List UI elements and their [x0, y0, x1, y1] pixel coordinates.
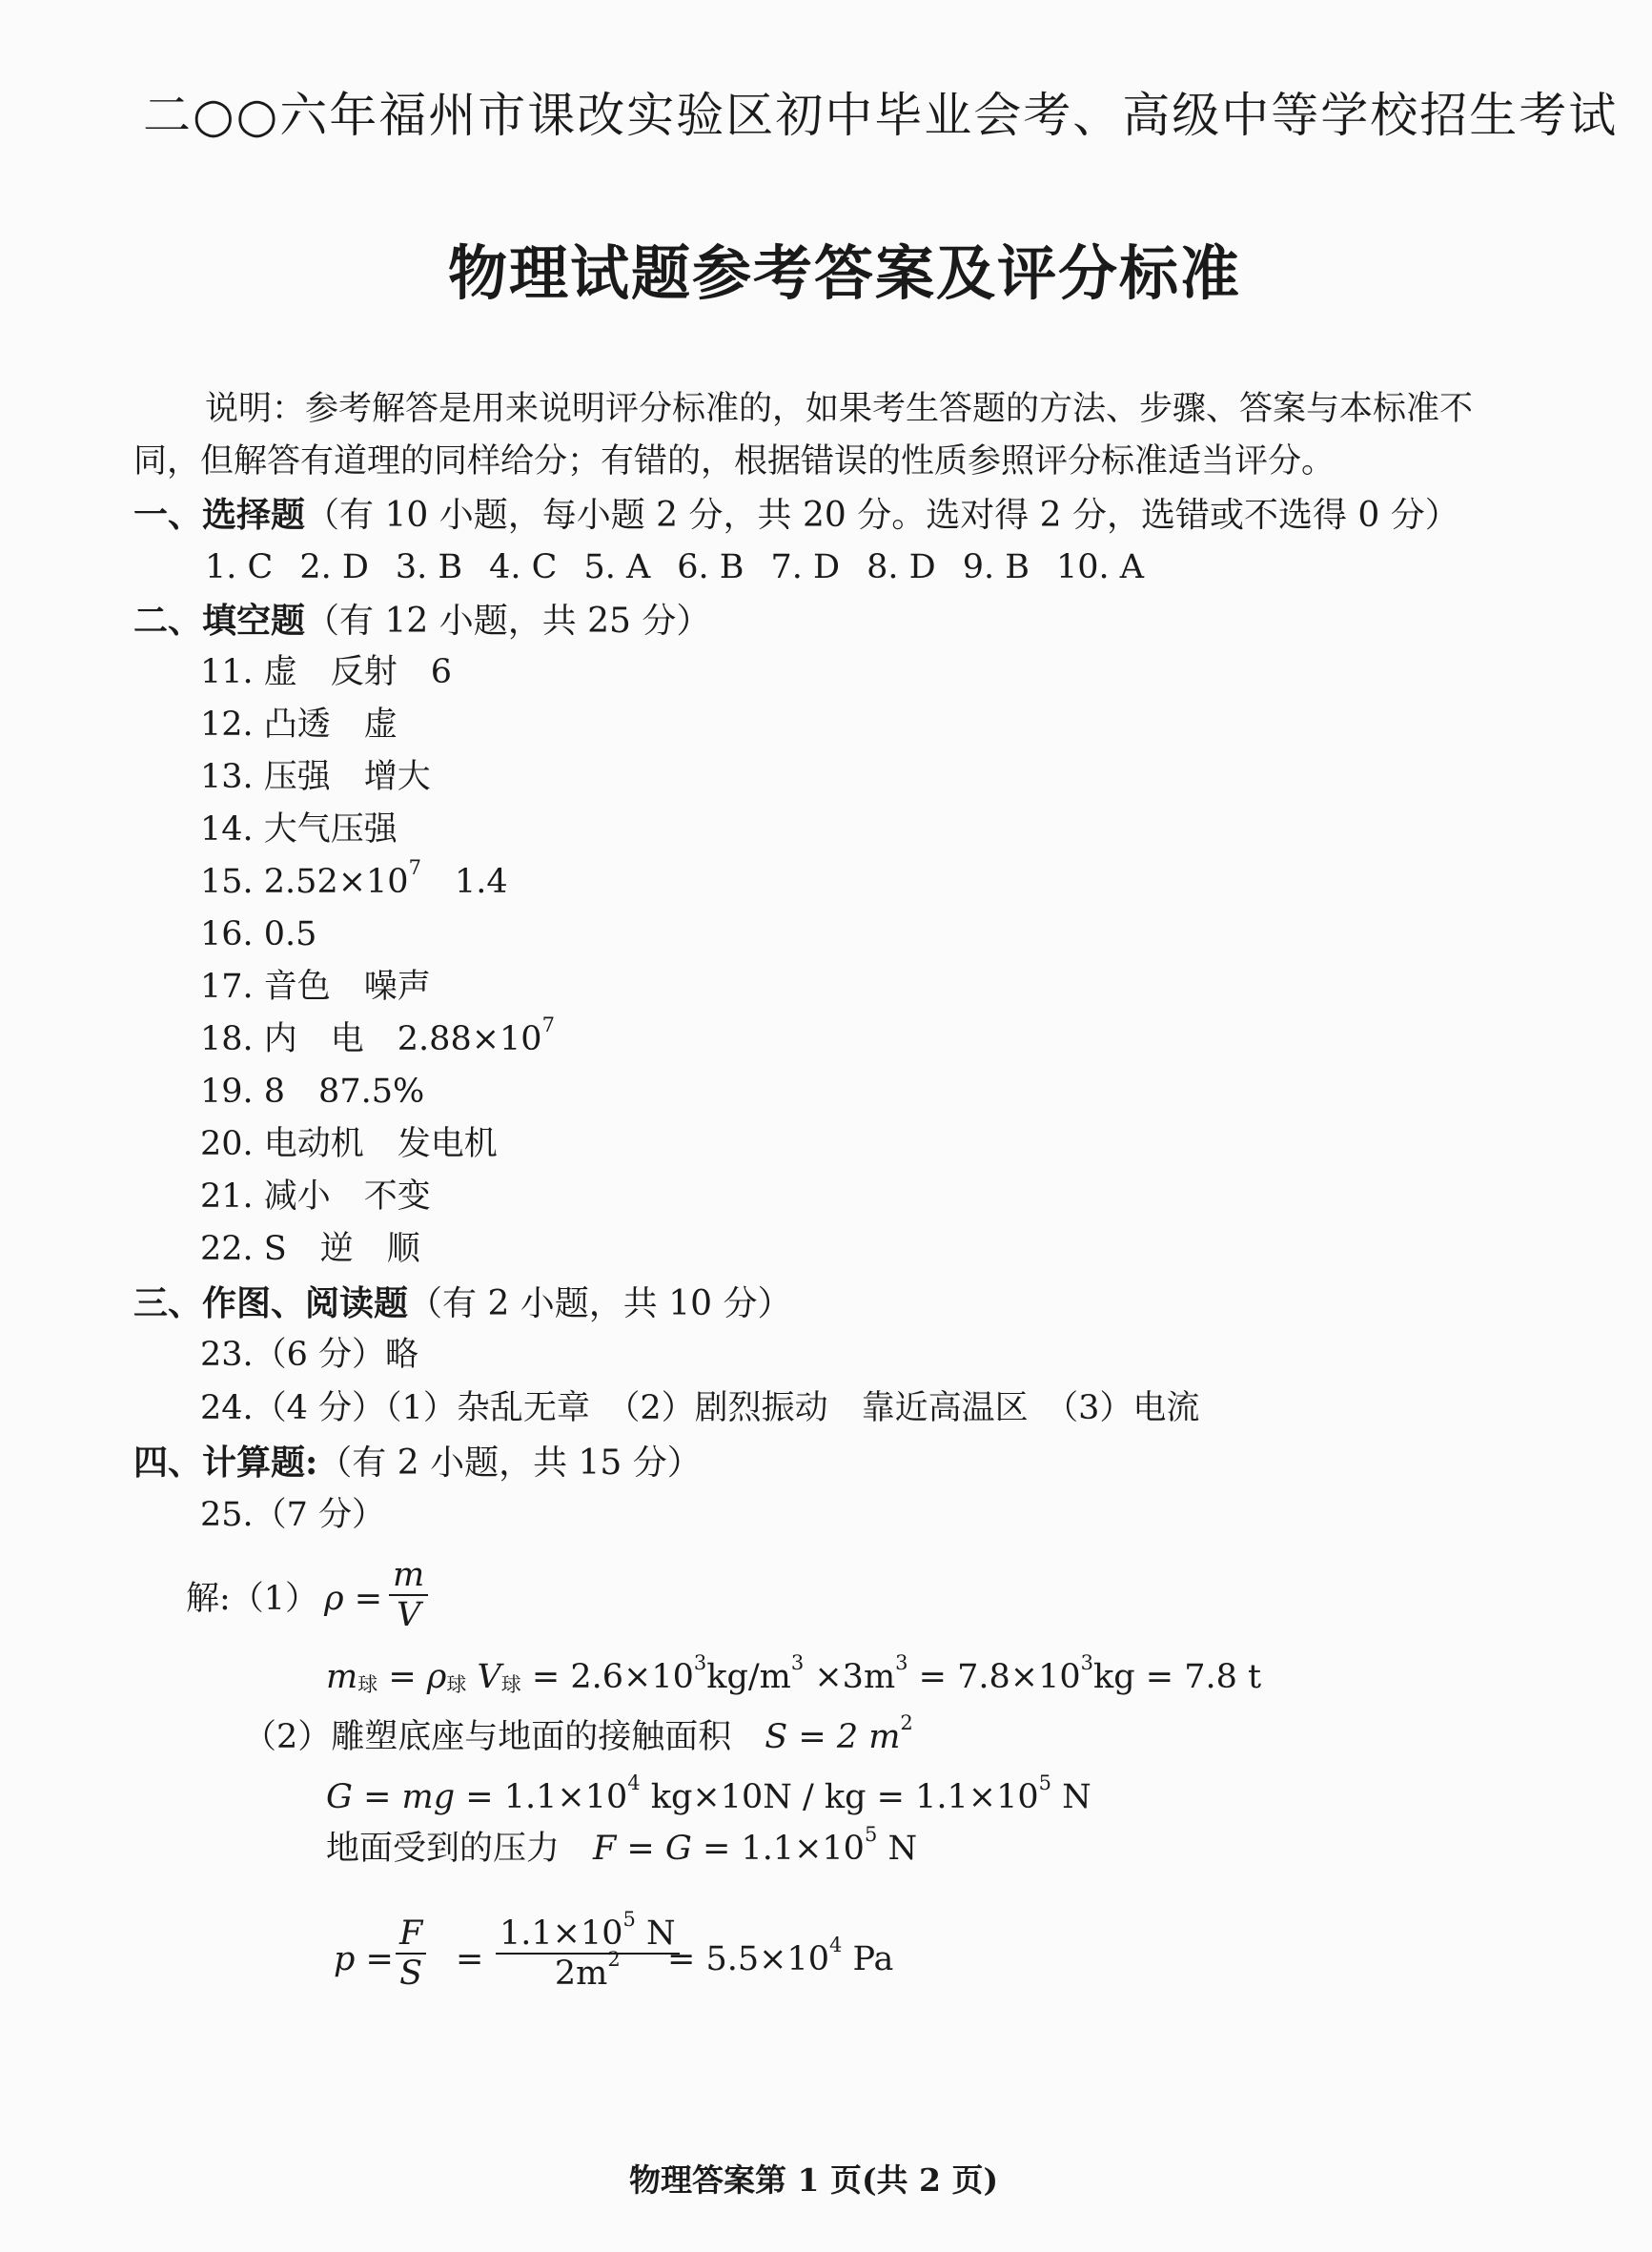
mc-answer-5: 5. A	[583, 548, 651, 586]
exam-title: 二○○六年福州市课改实验区初中毕业会考、高级中等学校招生考试	[143, 88, 1619, 143]
answer-16: 16. 0.5	[200, 915, 317, 953]
volume-symbol: V	[466, 1658, 501, 1696]
mc-answer-6: 6. B	[677, 548, 744, 586]
mc-answer-8: 8. D	[867, 548, 936, 586]
solution-label: 解:（1）	[186, 1580, 319, 1618]
exponent: 4	[828, 1934, 843, 1957]
mc-answer-10: 10. A	[1055, 548, 1145, 586]
section-2-title: 二、填空题	[133, 601, 306, 641]
density-fraction	[389, 1556, 428, 1634]
numerator-unit: N	[635, 1914, 676, 1953]
force-equation: F = G	[593, 1830, 692, 1868]
gravity-mass: = 1.1×10	[455, 1778, 628, 1816]
fraction-numerator: m	[393, 1556, 425, 1594]
answer-18-exponent: 7	[541, 1013, 555, 1037]
section-1-title: 一、选择题	[133, 495, 306, 535]
mc-answer-7: 7. D	[770, 548, 841, 586]
exponent: 5	[622, 1908, 636, 1932]
gravity-unit: N	[1050, 1778, 1091, 1816]
gravity-formula: G = mg	[326, 1778, 456, 1816]
section-1-note: （有 10 小题，每小题 2 分，共 20 分。选对得 2 分，选错或不选得 0 分）	[305, 496, 1459, 535]
answer-11: 11. 虚 反射 6	[200, 653, 453, 691]
exponent: 4	[627, 1771, 641, 1795]
fraction-numerator: F	[399, 1914, 423, 1953]
pressure-fraction	[396, 1914, 426, 1993]
volume-subscript: 球	[500, 1673, 521, 1697]
part-2-text	[243, 1711, 913, 1756]
exponent: 2	[900, 1711, 913, 1735]
exponent: 3	[1080, 1651, 1093, 1675]
document-title: 物理试题参考答案及评分标准	[448, 238, 1242, 308]
mc-answer-9: 9. B	[962, 548, 1030, 586]
numerator-value: 1.1×10	[500, 1914, 623, 1953]
result-value: = 5.5×10	[667, 1940, 829, 1978]
answer-23: 23.（6 分）略	[200, 1336, 419, 1374]
intro-line-1: 说明：参考解答是用来说明评分标准的，如果考生答题的方法、步骤、答案与本标准不	[205, 390, 1474, 428]
result-unit: Pa	[842, 1940, 894, 1978]
answer-15-second: 1.4	[420, 863, 508, 901]
fraction-numerator	[496, 1908, 680, 1953]
mass-value: = 7.8×10	[908, 1658, 1081, 1696]
contact-area-text: （2）雕塑底座与地面的接触面积	[243, 1718, 765, 1756]
mc-answer-4: 4. C	[489, 548, 558, 586]
answer-15-exponent: 7	[408, 856, 421, 880]
section-3-title: 三、作图、阅读题	[133, 1283, 409, 1323]
section-1-heading	[133, 495, 1459, 535]
question-25-label: 25.（7 分）	[200, 1496, 386, 1534]
section-2-note: （有 12 小题，共 25 分）	[305, 602, 711, 641]
answer-15	[200, 856, 508, 901]
force-unit: N	[877, 1830, 918, 1868]
mass-calculation	[326, 1651, 1262, 1697]
rho-subscript: 球	[446, 1673, 467, 1697]
answer-18-value: 18. 内 电 2.88×10	[200, 1020, 542, 1058]
section-4-heading	[133, 1445, 702, 1481]
multiple-choice-answers	[205, 548, 1171, 586]
exponent: 5	[1038, 1771, 1051, 1795]
mc-answer-3: 3. B	[395, 548, 463, 586]
section-3-heading	[133, 1283, 792, 1323]
force-value: = 1.1×10	[691, 1830, 865, 1868]
mass-result: kg = 7.8 t	[1093, 1658, 1262, 1696]
mc-answer-1: 1. C	[205, 548, 274, 586]
equals-sign: =	[456, 1940, 484, 1978]
fraction-denominator: V	[396, 1596, 421, 1634]
gravity-value: kg×10N / kg = 1.1×10	[640, 1778, 1039, 1816]
exponent: 2	[607, 1948, 621, 1972]
answer-19: 19. 8 87.5%	[200, 1073, 425, 1111]
exponent: 3	[790, 1651, 805, 1675]
denominator-value: 2m	[554, 1955, 608, 1993]
exponent: 3	[693, 1651, 707, 1675]
answer-12: 12. 凸透 虚	[200, 706, 398, 744]
answer-21: 21. 减小 不变	[200, 1177, 431, 1216]
density-symbol: ρ =	[324, 1580, 383, 1618]
answer-14: 14. 大气压强	[200, 810, 398, 849]
density-value: = 2.6×10	[520, 1658, 694, 1696]
intro-line-2: 同，但解答有道理的同样给分；有错的，根据错误的性质参照评分标准适当评分。	[133, 442, 1336, 481]
section-4-title: 四、计算题:	[133, 1443, 318, 1483]
mass-symbol: m	[326, 1658, 358, 1696]
volume-value: ×3m	[804, 1658, 896, 1696]
fraction-denominator: S	[399, 1955, 423, 1993]
fraction-denominator	[496, 1948, 680, 1993]
answer-18	[200, 1013, 555, 1058]
pressure-force-line	[326, 1823, 918, 1868]
answer-13: 13. 压强 增大	[200, 758, 431, 796]
area-value: S = 2 m	[765, 1718, 901, 1756]
mass-subscript: 球	[357, 1673, 378, 1697]
section-4-note: （有 2 小题，共 15 分）	[317, 1443, 702, 1483]
pressure-value-fraction	[496, 1908, 680, 1993]
mc-answer-2: 2. D	[299, 548, 369, 586]
answer-20: 20. 电动机 发电机	[200, 1125, 498, 1163]
answer-22: 22. S 逆 顺	[200, 1230, 420, 1268]
section-2-heading	[133, 601, 711, 641]
exponent: 3	[895, 1651, 908, 1675]
pressure-symbol: p =	[334, 1940, 394, 1978]
section-3-note: （有 2 小题，共 10 分）	[408, 1284, 792, 1323]
pressure-result	[667, 1934, 894, 1978]
pressure-force-text: 地面受到的压力	[326, 1830, 594, 1868]
density-unit: kg/m	[706, 1658, 791, 1696]
exponent: 5	[864, 1823, 878, 1847]
answer-24: 24.（4 分）（1）杂乱无章 （2）剧烈振动 靠近高温区 （3）电流	[200, 1389, 1200, 1427]
answer-17: 17. 音色 噪声	[200, 968, 431, 1006]
page-footer: 物理答案第 1 页(共 2 页)	[629, 2161, 999, 2199]
gravity-calculation	[326, 1771, 1091, 1816]
rho-term: = ρ	[377, 1658, 447, 1696]
answer-15-value: 15. 2.52×10	[200, 863, 409, 901]
